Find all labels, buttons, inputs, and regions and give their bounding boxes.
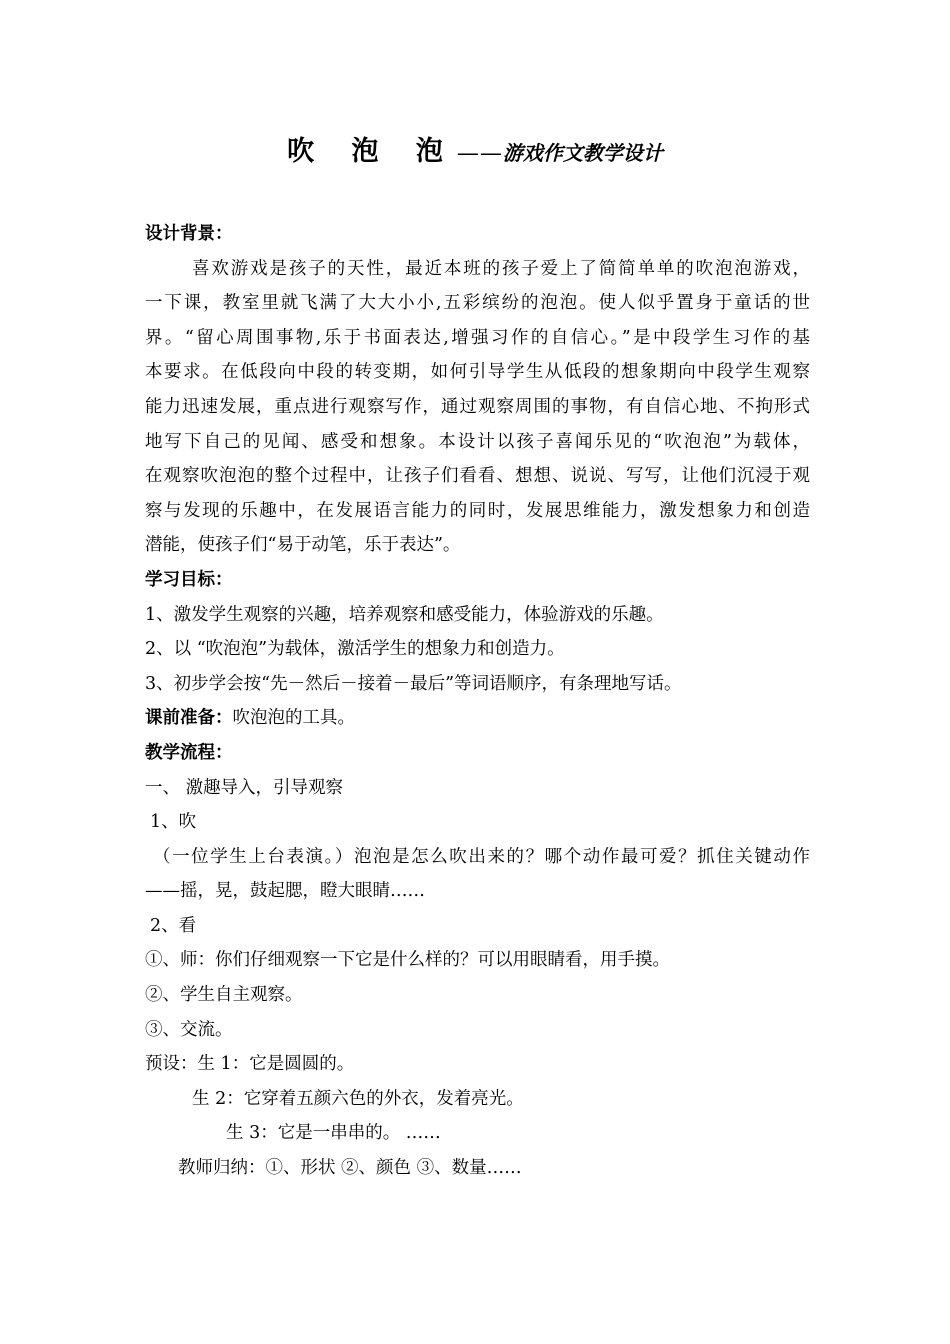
goal-item: 2、以 “吹泡泡”为载体，激活学生的想象力和创造力。 [145,639,565,660]
title-subtitle: 游戏作文教学设计 [502,141,663,165]
background-line: 本要求。在低段向中段的转变期，如何引导学生从低段的想象期向中段学生观察 [145,362,810,383]
background-line: 一下课，教室里就飞满了大大小小,五彩缤纷的泡泡。使人似乎置身于童话的世 [145,293,810,314]
document-title [0,132,950,174]
background-heading: 设计背景： [145,224,233,244]
background-line: 潜能，使孩子们“易于动笔，乐于表达”。 [145,535,461,556]
goals-heading: 学习目标： [145,569,233,590]
flow-step-2-item: ①、师：你们仔细观察一下它是什么样的？可以用眼睛看，用手摸。 [145,950,670,971]
goal-item: 3、初步学会按“先－然后－接着－最后”等词语顺序，有条理地写话。 [145,673,682,694]
goal-item: 1、激发学生观察的兴趣，培养观察和感受能力，体验游戏的乐趣。 [145,604,664,625]
preset-line: 生 2：它穿着五颜六色的外衣，发着亮光。 [192,1088,524,1109]
background-line: 界。“留心周围事物,乐于书面表达,增强习作的自信心。”是中段学生习作的基 [145,327,810,348]
prep-text: 吹泡泡的工具。 [232,708,355,729]
prep-label: 课前准备： [145,708,233,729]
background-line: 在观察吹泡泡的整个过程中，让孩子们看看、想想、说说、写写，让他们沉浸于观 [145,466,810,487]
preset-line: 生 3：它是一串串的。 …… [226,1123,441,1144]
background-line: 地写下自己的见闻、感受和想象。本设计以孩子喜闻乐见的“吹泡泡”为载体， [145,431,810,452]
flow-section-1: 一、 激趣导入，引导观察 [145,777,344,798]
title-main: 吹 泡 泡 [287,136,457,167]
background-line: 喜欢游戏是孩子的天性，最近本班的孩子爱上了简简单单的吹泡泡游戏， [192,258,810,279]
teacher-summary: 教师归纳：①、形状 ②、颜色 ③、数量…… [178,1158,522,1179]
flow-step-1-line: ——摇，晃，鼓起腮，瞪大眼睛…… [145,881,425,902]
document-body [145,217,810,1186]
flow-step-2-item: ③、交流。 [145,1019,233,1040]
flow-step-1-line: （一位学生上台表演。）泡泡是怎么吹出来的？哪个动作最可爱？抓住关键动作 [153,846,810,867]
flow-step-1: 1、吹 [150,812,197,833]
preset-line: 预设：生 1：它是圆圆的。 [145,1054,355,1075]
prep-line [145,701,810,736]
flow-step-2-item: ②、学生自主观察。 [145,985,303,1006]
flow-heading: 教学流程： [145,742,233,763]
background-line: 察与发现的乐趣中，在发展语言能力的同时，发展思维能力，激发想象力和创造 [145,500,810,521]
flow-step-2: 2、看 [150,915,197,936]
title-dash: —— [456,141,503,166]
background-line: 能力迅速发展，重点进行观察写作，通过观察周围的事物，有自信心地、不拘形式 [145,396,810,417]
